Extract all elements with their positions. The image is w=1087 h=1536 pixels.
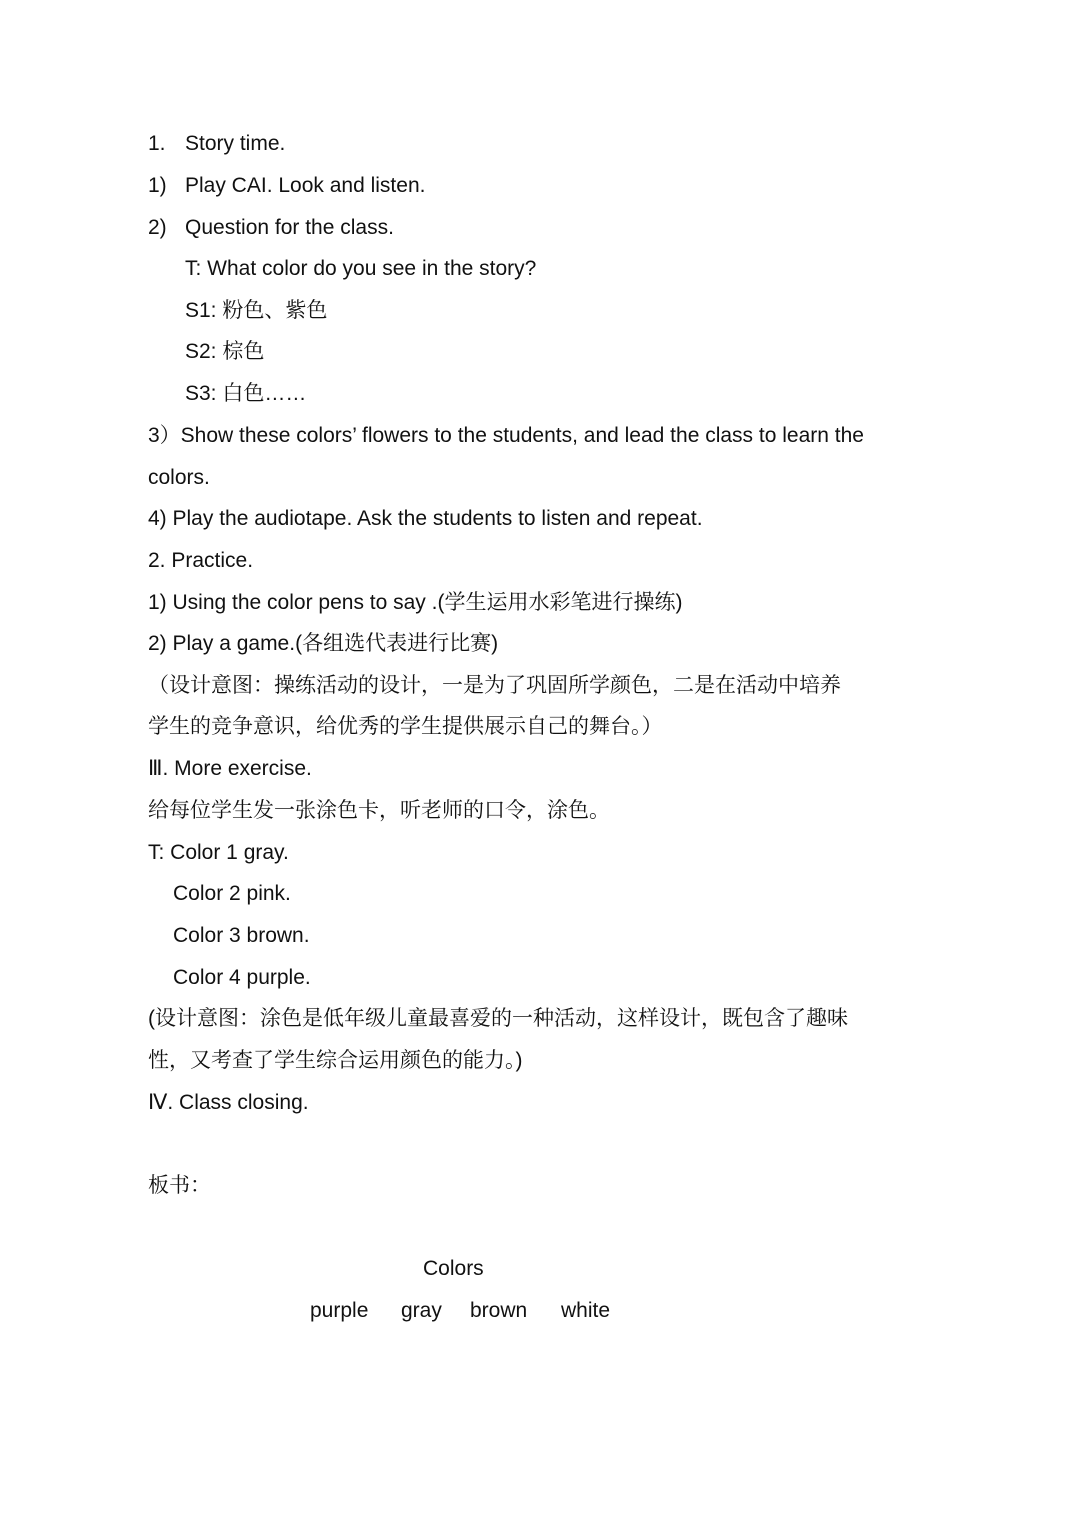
design-note2-line2: 性，又考查了学生综合运用颜色的能力。) (148, 1049, 523, 1072)
practice-item1: 1) Using the color pens to say .(学生运用水彩笔进行操练) (148, 591, 683, 614)
step3-line1: 3）Show these colors’ flowers to the students, and lead the class to learn the (148, 424, 864, 447)
step3-line2: colors. (148, 466, 210, 489)
board-word: gray (401, 1299, 442, 1322)
dialogue-s2: S2: 棕色 (185, 340, 265, 363)
step2-text: Question for the class. (185, 216, 394, 239)
section2-title: 2. Practice. (148, 549, 254, 572)
dialogue-teacher: T: What color do you see in the story? (185, 257, 537, 280)
board-word: brown (470, 1299, 528, 1322)
board-word: purple (310, 1299, 369, 1322)
dialogue-s1: S1: 粉色、紫色 (185, 299, 328, 322)
design-note1-line2: 学生的竞争意识，给优秀的学生提供展示自己的舞台。） (148, 715, 663, 738)
step2-number: 2) (148, 216, 167, 239)
section1-number: 1. (148, 132, 166, 155)
board-label: 板书： (148, 1174, 211, 1197)
command-4: Color 4 purple. (173, 966, 311, 989)
section3-title: Ⅲ. More exercise. (148, 757, 312, 780)
design-note1-line1: （设计意图：操练活动的设计，一是为了巩固所学颜色，二是在活动中培养 (148, 674, 841, 697)
section3-intro: 给每位学生发一张涂色卡，听老师的口令，涂色。 (148, 799, 610, 822)
dialogue-s3: S3: 白色…… (185, 382, 307, 405)
step1-text: Play CAI. Look and listen. (185, 174, 426, 197)
board-heading: Colors (423, 1257, 484, 1280)
section4-title: Ⅳ. Class closing. (148, 1091, 309, 1114)
step1-number: 1) (148, 174, 167, 197)
board-word: white (561, 1299, 611, 1322)
section1-title: Story time. (185, 132, 286, 155)
practice-item2: 2) Play a game.(各组选代表进行比赛) (148, 632, 499, 655)
step4-text: 4) Play the audiotape. Ask the students to listen and repeat. (148, 507, 703, 530)
command-1: T: Color 1 gray. (148, 841, 289, 864)
command-3: Color 3 brown. (173, 924, 310, 947)
design-note2-line1: (设计意图：涂色是低年级儿童最喜爱的一种活动，这样设计，既包含了趣味 (148, 1007, 848, 1030)
command-2: Color 2 pink. (173, 882, 291, 905)
